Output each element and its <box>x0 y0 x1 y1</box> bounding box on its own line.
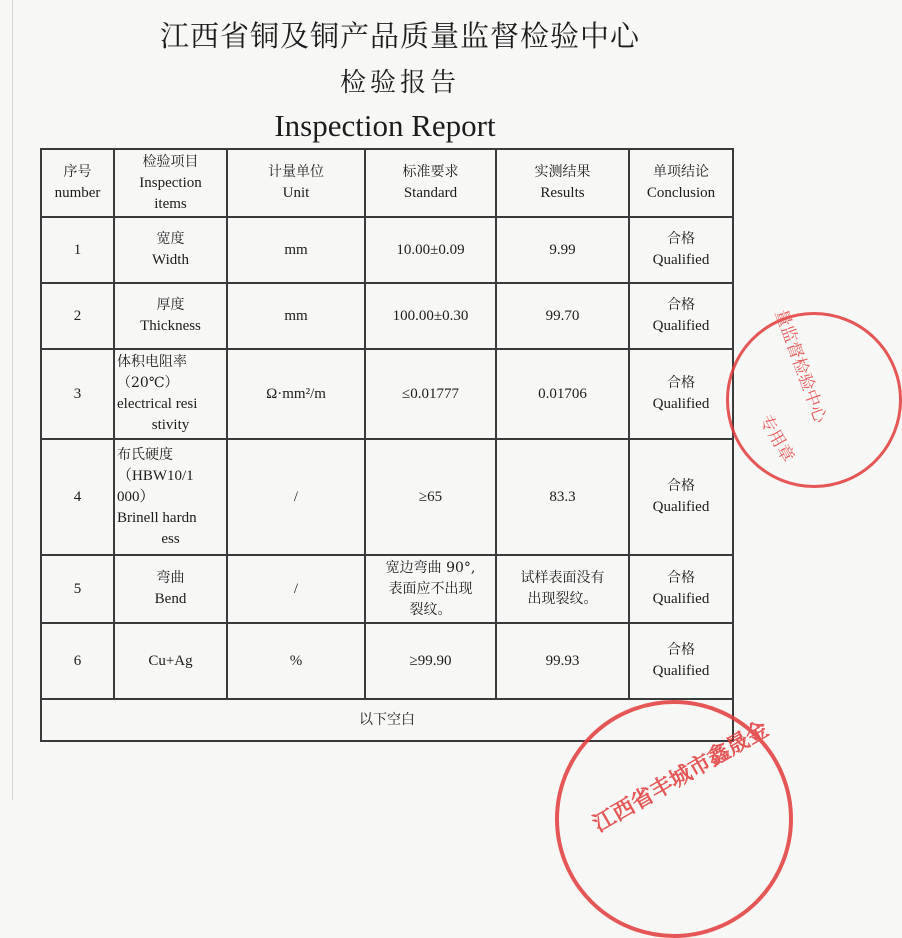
row-unit: / <box>227 555 365 623</box>
header-items-cn: 检验项目 <box>142 153 199 170</box>
header-standard-en: Standard <box>403 185 458 201</box>
row-standard: 100.00±0.30 <box>365 283 496 349</box>
row-standard: ≤0.01777 <box>365 349 496 439</box>
header-results-en: Results <box>540 185 585 201</box>
row-conclusion <box>629 349 733 439</box>
row-result: 0.01706 <box>496 349 629 439</box>
item-line-1: 布氏硬度 <box>117 446 173 463</box>
row-unit: Ω·mm²/m <box>227 349 365 439</box>
result-line-1: 试样表面没有 <box>520 570 605 586</box>
header-items-en1: Inspection <box>139 174 202 191</box>
row-item <box>114 217 227 283</box>
header-unit <box>227 149 365 217</box>
row-number: 5 <box>41 555 114 623</box>
header-items <box>114 149 227 217</box>
row-unit: mm <box>227 283 365 349</box>
blank-below-note: 以下空白 <box>41 699 733 741</box>
conclusion-en: Qualified <box>652 252 710 268</box>
item-line-2: （HBW10/1 <box>117 467 194 484</box>
item-line-5: ess <box>161 530 180 547</box>
row-result: 99.93 <box>496 623 629 699</box>
conclusion-en: Qualified <box>652 663 710 679</box>
row-standard: ≥65 <box>365 439 496 555</box>
row-unit: / <box>227 439 365 555</box>
red-seal-stamp-right <box>726 307 902 488</box>
item-cn: 弯曲 <box>156 570 185 586</box>
row-result: 99.70 <box>496 283 629 349</box>
organization-title: 江西省铜及铜产品质量监督检验中心 <box>159 19 640 53</box>
table-row <box>41 555 733 623</box>
header-number-en: number <box>54 185 101 201</box>
row-number: 1 <box>41 217 114 283</box>
conclusion-cn: 合格 <box>667 375 695 391</box>
conclusion-en: Qualified <box>652 591 710 607</box>
table-header-row <box>41 149 733 217</box>
row-unit: mm <box>227 217 365 283</box>
report-title-english: Inspection Report <box>274 108 496 143</box>
row-standard: 10.00±0.09 <box>365 217 496 283</box>
standard-line-2: 表面应不出现 <box>388 580 473 597</box>
item-line-3: electrical resi <box>117 396 198 412</box>
red-seal-stamp-bottom <box>555 700 793 938</box>
standard-line-1: 宽边弯曲 90°, <box>385 559 476 576</box>
item-line-2: （20℃） <box>117 375 179 391</box>
row-conclusion <box>629 217 733 283</box>
item-en: Thickness <box>140 318 201 334</box>
row-item: Cu+Ag <box>114 623 227 699</box>
header-number <box>41 149 114 217</box>
row-result: 83.3 <box>496 439 629 555</box>
row-number: 6 <box>41 623 114 699</box>
header-results-cn: 实测结果 <box>534 164 591 180</box>
row-item <box>114 349 227 439</box>
header-number-cn: 序号 <box>63 164 92 180</box>
row-standard: ≥99.90 <box>365 623 496 699</box>
inspection-table <box>40 148 734 742</box>
item-cn: 宽度 <box>156 231 185 247</box>
header-results <box>496 149 629 217</box>
header-items-en2: items <box>154 195 187 212</box>
item-cn: 厚度 <box>156 297 185 313</box>
standard-line-3: 裂纹。 <box>409 601 452 618</box>
item-line-3: 000） <box>117 488 155 505</box>
header-unit-cn: 计量单位 <box>268 164 324 180</box>
row-unit: % <box>227 623 365 699</box>
row-standard <box>365 555 496 623</box>
table-row <box>41 349 733 439</box>
result-line-2: 出现裂纹。 <box>527 591 598 607</box>
row-number: 2 <box>41 283 114 349</box>
seal-text-line-1: 量监督检验中心 <box>770 307 830 426</box>
table-row <box>41 283 733 349</box>
row-conclusion <box>629 283 733 349</box>
item-line-4: Brinell hardn <box>117 509 197 526</box>
item-line-4: stivity <box>151 417 190 433</box>
header-standard-cn: 标准要求 <box>402 164 459 180</box>
report-title-chinese: 检验报告 <box>339 68 460 98</box>
row-result <box>496 555 629 623</box>
table-row <box>41 439 733 555</box>
row-item <box>114 283 227 349</box>
header-unit-en: Unit <box>282 185 310 201</box>
conclusion-en: Qualified <box>652 396 710 412</box>
header-conclusion <box>629 149 733 217</box>
conclusion-cn: 合格 <box>667 478 695 494</box>
header-conclusion-cn: 单项结论 <box>653 164 709 180</box>
row-number: 3 <box>41 349 114 439</box>
item-en: Bend <box>154 591 187 607</box>
table-row <box>41 217 733 283</box>
item-line-1: 体积电阻率 <box>117 354 187 370</box>
conclusion-en: Qualified <box>652 318 710 334</box>
table-row <box>41 623 733 699</box>
row-conclusion <box>629 623 733 699</box>
header-conclusion-en: Conclusion <box>646 185 716 201</box>
seal-text-bottom: 江西省丰城市鑫晟金 <box>589 716 774 838</box>
row-conclusion <box>629 439 733 555</box>
conclusion-en: Qualified <box>652 499 710 515</box>
header-standard <box>365 149 496 217</box>
row-item <box>114 439 227 555</box>
row-number: 4 <box>41 439 114 555</box>
row-conclusion <box>629 555 733 623</box>
item-en: Width <box>152 252 189 268</box>
conclusion-cn: 合格 <box>667 642 695 658</box>
row-item <box>114 555 227 623</box>
conclusion-cn: 合格 <box>667 570 695 586</box>
seal-text-line-2: 专用章 <box>754 411 798 466</box>
row-result: 9.99 <box>496 217 629 283</box>
conclusion-cn: 合格 <box>667 231 695 247</box>
conclusion-cn: 合格 <box>667 297 695 313</box>
